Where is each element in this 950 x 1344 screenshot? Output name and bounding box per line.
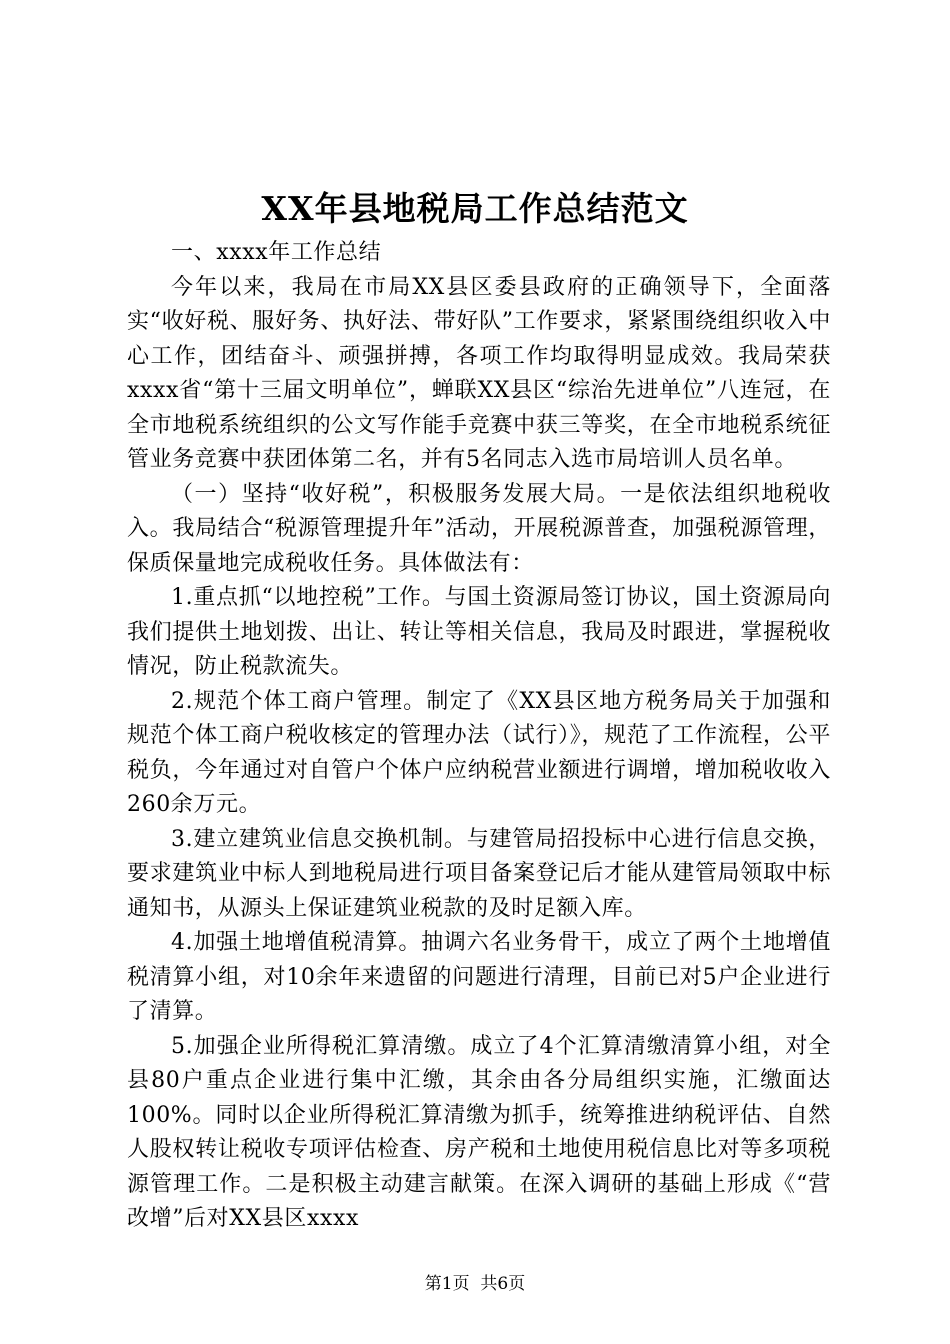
- page-footer: [0, 1272, 950, 1296]
- paragraph: 5.加强企业所得税汇算清缴。成立了4个汇算清缴清算小组，对全县80户重点企业进行集中汇缴，其余由各分局组织实施，汇缴面达100%。同时以企业所得税汇算清缴为抓手，统筹推进纳税评估、自然人股权转让税收专项评估检查、房产税和土地使用税信息比对等多项税源管理工作。二是积极主动建言献策。在深入调研的基础上形成《“营改增”后对XX县区xxxx: [127, 1033, 831, 1231]
- document-body: [127, 236, 831, 1237]
- page-total: 共6页: [480, 1274, 526, 1294]
- paragraph: 1.重点抓“以地控税”工作。与国土资源局签订协议，国土资源局向我们提供土地划拨、出让、转让等相关信息，我局及时跟进，掌握税收情况，防止税款流失。: [127, 585, 831, 679]
- document-title: XX年县地税局工作总结范文: [261, 189, 689, 228]
- paragraph: 4.加强土地增值税清算。抽调六名业务骨干，成立了两个土地增值税清算小组，对10余年来遗留的问题进行清理，目前已对5户企业进行了清算。: [127, 930, 831, 1024]
- paragraph: 3.建立建筑业信息交换机制。与建管局招投标中心进行信息交换，要求建筑业中标人到地税局进行项目备案登记后才能从建管局领取中标通知书，从源头上保证建筑业税款的及时足额入库。: [127, 826, 831, 921]
- paragraph: （一）坚持“收好税”，积极服务发展大局。一是依法组织地税收入。我局结合“税源管理提升年”活动，开展税源普查，加强税源管理，保质保量地完成税收任务。具体做法有：: [127, 481, 831, 576]
- section-heading: 一、xxxx年工作总结: [171, 240, 382, 265]
- paragraph: 今年以来，我局在市局XX县区委县政府的正确领导下，全面落实“收好税、服好务、执好法、带好队”工作要求，紧紧围绕组织收入中心工作，团结奋斗、顽强拼搏，各项工作均取得明显成效。我局荣获xxxx省“第十三届文明单位”，蝉联XX县区“综治先进单位”八连冠，在全市地税系统组织的公文写作能手竞赛中获三等奖，在全市地税系统征管业务竞赛中获团体第二名，并有5名同志入选市局培训人员名单。: [127, 274, 831, 472]
- paragraph: 2.规范个体工商户管理。制定了《XX县区地方税务局关于加强和规范个体工商户税收核定的管理办法（试行）》，规范了工作流程，公平税负，今年通过对自管户个体户应纳税营业额进行调增，增加税收收入260余万元。: [127, 688, 831, 817]
- page-number: 第1页: [424, 1274, 470, 1294]
